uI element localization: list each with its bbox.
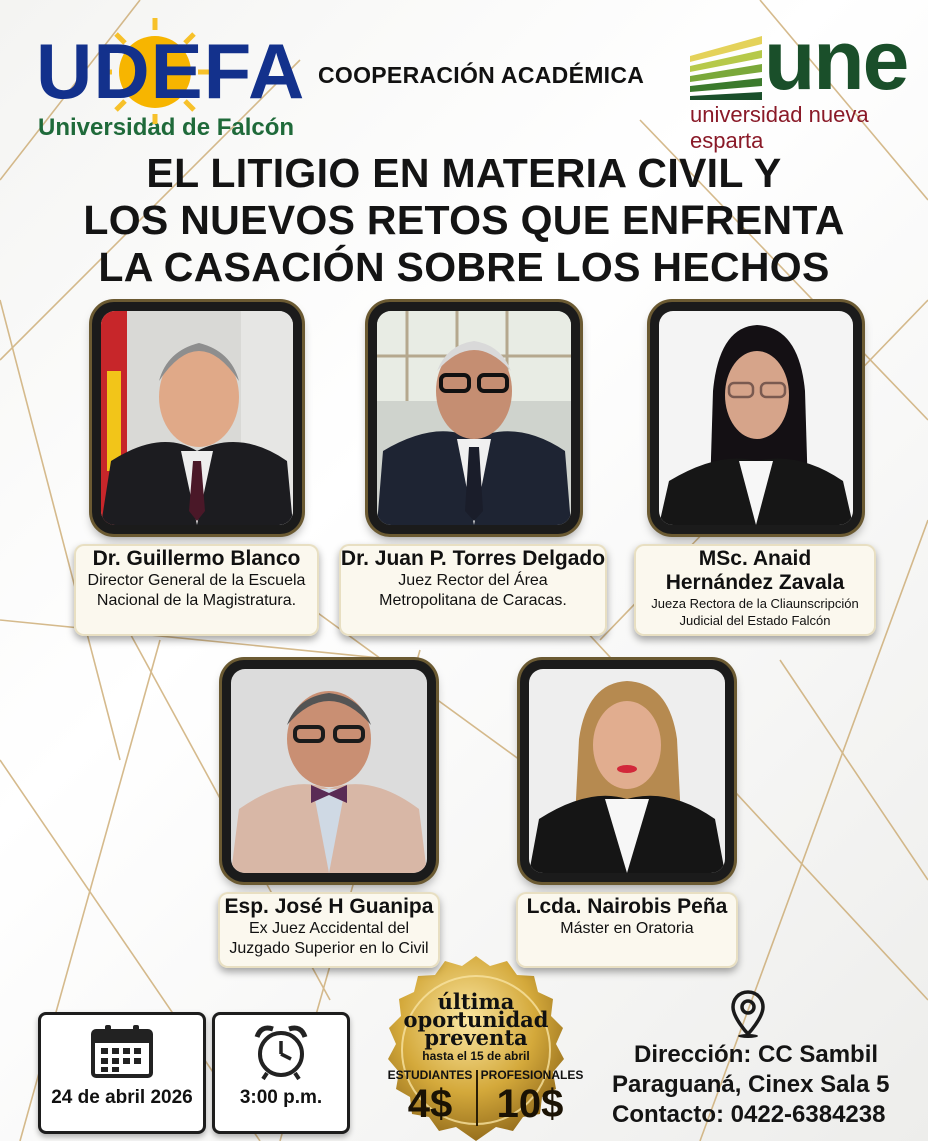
speaker-card-anaid-hernandez (634, 544, 876, 636)
stripes-icon (690, 34, 762, 100)
speaker-photo-nairobis-pena (520, 660, 734, 882)
students-price: 4$ (407, 1082, 453, 1126)
speaker-name: Dr. Guillermo Blanco (92, 547, 301, 570)
speaker-name: Dr. Juan P. Torres Delgado (340, 547, 606, 570)
speaker-role-line: Metropolitana de Caracas. (379, 592, 567, 609)
speaker-card-jose-guanipa (218, 892, 440, 968)
udefa-logo (28, 14, 308, 152)
presale-line-3: preventa (424, 1025, 528, 1050)
event-time: 3:00 p.m. (239, 1087, 323, 1108)
students-label: ESTUDIANTES (387, 1068, 473, 1082)
title-line-1: EL LITIGIO EN MATERIA CIVIL Y (146, 150, 782, 196)
professionals-price: 10$ (496, 1082, 564, 1126)
speaker-card-guillermo-blanco (74, 544, 319, 636)
une-wordmark: une (764, 13, 908, 107)
address-line-1: Dirección: CC Sambil (634, 1041, 879, 1068)
speaker-role-line: Juzgado Superior en lo Civil (229, 940, 429, 957)
time-box (212, 1012, 350, 1134)
udefa-university-name: Universidad de Falcón (38, 114, 295, 141)
event-date: 24 de abril 2026 (51, 1087, 193, 1108)
udefa-wordmark: UDEFA (36, 27, 306, 115)
presale-seal (352, 952, 600, 1141)
speaker-role-line: Nacional de la Magistratura. (96, 592, 297, 609)
speaker-name: Lcda. Nairobis Peña (526, 895, 728, 918)
speaker-role-line: Ex Juez Accidental del (248, 920, 410, 937)
speaker-role-line: Judicial del Estado Falcón (679, 613, 831, 628)
title-line-3: LA CASACIÓN SOBRE LOS HECHOS (98, 244, 830, 290)
speaker-role-line: Máster en Oratoria (560, 920, 694, 937)
speaker-role-line: Jueza Rectora de la Cliaunscripción (651, 596, 859, 611)
une-logo (690, 13, 908, 153)
address-line-2: Paraguaná, Cinex Sala 5 (612, 1071, 890, 1098)
speaker-card-nairobis-pena (516, 892, 738, 968)
professionals-label: PROFESIONALES (480, 1068, 584, 1082)
date-box (38, 1012, 206, 1134)
price-divider (476, 1070, 478, 1126)
speaker-photo-juan-torres (368, 302, 580, 534)
speaker-photo-guillermo-blanco (92, 302, 302, 534)
location-pin-icon (730, 990, 766, 1038)
event-title (60, 150, 868, 291)
presale-line-1: última (437, 989, 515, 1014)
speaker-name: Esp. José H Guanipa (224, 895, 434, 918)
title-line-2: LOS NUEVOS RETOS QUE ENFRENTA (83, 197, 845, 243)
une-university-name: universidad nueva esparta (690, 102, 869, 153)
presale-line-2: oportunidad (403, 1007, 549, 1032)
contact-phone: Contacto: 0422-6384238 (612, 1101, 886, 1128)
presale-until: hasta el 15 de abril (422, 1049, 530, 1063)
alarm-clock-icon (251, 1021, 311, 1081)
speaker-name: Hernández Zavala (665, 571, 845, 594)
speaker-photo-jose-guanipa (222, 660, 436, 882)
location-block (612, 1040, 922, 1130)
speaker-role-line: Juez Rector del Área (398, 572, 548, 589)
calendar-icon (90, 1023, 154, 1079)
speaker-photo-anaid-hernandez (650, 302, 862, 534)
speaker-role-line: Director General de la Escuela (87, 572, 306, 589)
speaker-card-juan-torres (339, 544, 607, 636)
cooperation-label: COOPERACIÓN ACADÉMICA (318, 62, 645, 88)
speaker-name: MSc. Anaid (698, 547, 812, 570)
